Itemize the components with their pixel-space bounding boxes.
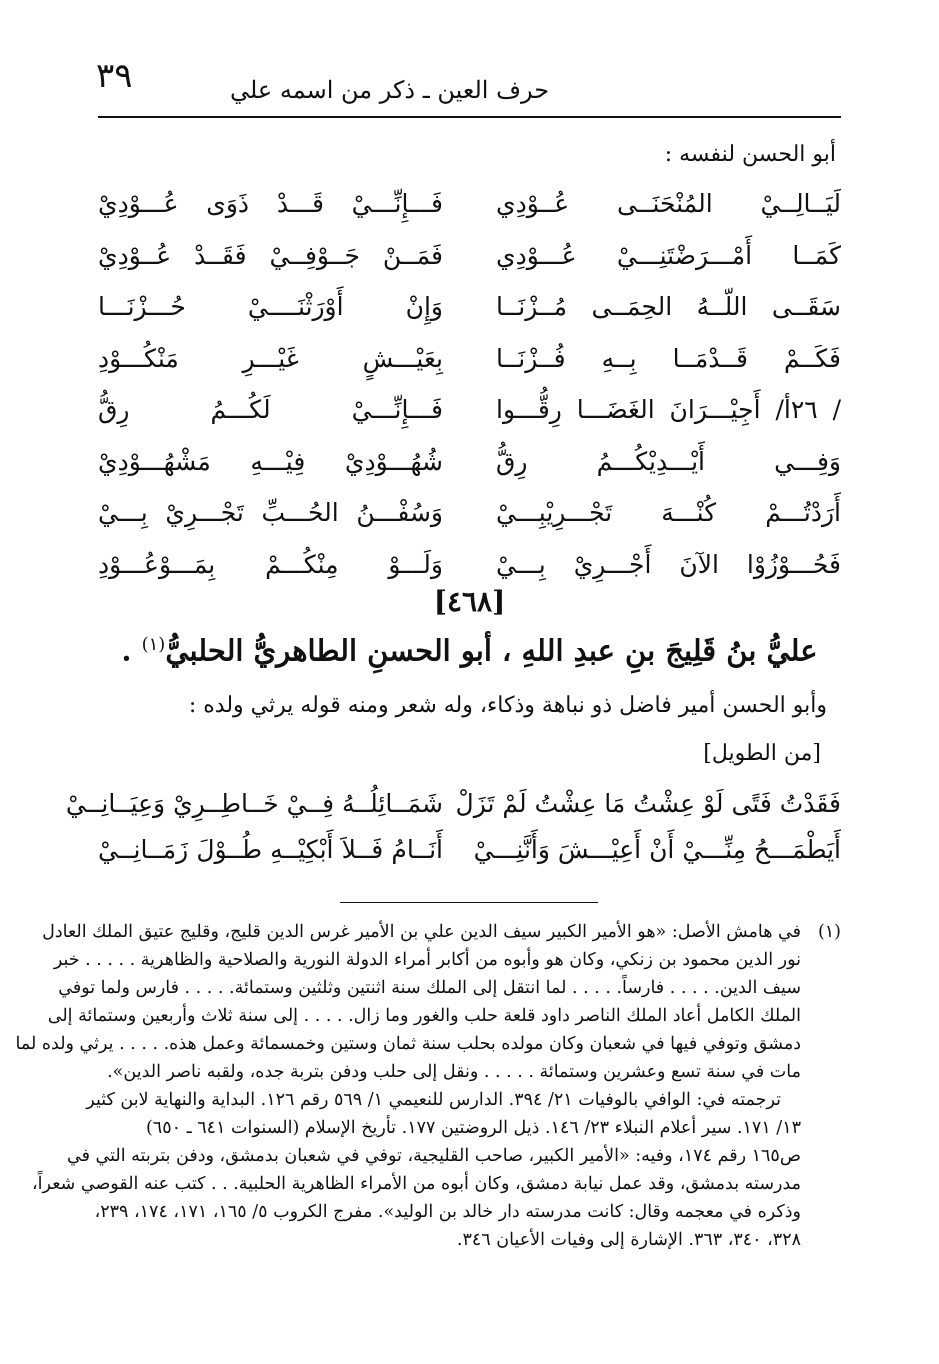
hemistich-first: لَيَــالِــيْ المُنْحَنَــى عُــوْدِي	[496, 189, 841, 219]
hemistich-second: وَلَـــوْ مِنْكُـــمْ بِمَـــوْعُـــوْدِ	[98, 549, 443, 579]
footnote-marker: (١)	[817, 922, 841, 942]
verse-line	[98, 333, 841, 385]
hemistich-first: فَقَدْتُ فَتًى لَوْ عِشْتُ مَا عِشْتُ لَمْ تَزَلْ	[455, 788, 841, 818]
footnote-line: سيف الدين. . . . . فارساً. . . . . لما انتقل إلى الملك سنة اثنتين وثلثين وستمائة. . . . . فارس ولما توفي	[58, 978, 801, 998]
running-head: حرف العين ـ ذكر من اسمه علي	[229, 76, 550, 104]
hemistich-first: وَفِـــي أَيْـــدِيْكُـــمُ رِقُّ	[496, 446, 841, 476]
hemistich-second: فَمَــنْ جَــوْفِــيْ فَقَــدْ عُــوْدِيْ	[98, 240, 443, 270]
hemistich-second: فَـــإِنِّـــيْ قَـــدْ ذَوَى عُـــوْدِيْ	[98, 189, 443, 219]
footnote-line: دمشق وتوفي فيها في شعبان وكان مولده بحلب سنة ثمان وستين وخمسمائة وعمل هذه. . . . . يرثي ولده لما	[15, 1034, 801, 1054]
verse-line	[98, 230, 841, 282]
hemistich-second: وَإِنْ أَوْرَثْنَــــيْ حُـــزْنَـــا	[98, 292, 443, 322]
hemistich-first: سَقَــى اللّــهُ الحِمَــى مُــزْنَــا	[496, 292, 841, 322]
verse-line	[98, 178, 841, 230]
footnote-body	[16, 918, 801, 1086]
poem-intro: أبو الحسن لنفسه :	[664, 142, 836, 167]
footnote-body	[32, 1086, 801, 1254]
hemistich-second: شُهُـــوْدِيْ فِيْـــهِ مَشْهُـــوْدِيْ	[98, 446, 443, 476]
footnote-line: الملك الكامل أعاد الملك الناصر داود قلعة حلب والغور وما زال. . . . . إلى سنة ثلاث وأربعين وستمائة إلى	[47, 1006, 801, 1026]
page-number: ٣٩	[96, 56, 133, 96]
entry-title	[0, 620, 939, 676]
footnote-sources	[32, 1086, 841, 1254]
footnote-line: مدرسته بدمشق، وقد عمل نيابة دمشق، وكان أبوه من الأمراء الظاهرية الحلبية. . . كتب عنه القوصي شعراً،	[32, 1174, 801, 1194]
footnote-line: ترجمته في: الوافي بالوفيات ٢١/ ٣٩٤. الدارس للنعيمي ١/ ٥٦٩ رقم ١٢٦. البداية والنهاية لابن كثير	[86, 1090, 781, 1110]
verse-line	[98, 826, 841, 872]
hemistich-first: أَيَطْمَـــحُ مِنِّـــيْ أَنْ أَعِيْـــشَ وَأَنَّنِـــيْ	[473, 834, 841, 864]
verse-line	[98, 281, 841, 333]
footnote	[15, 918, 841, 1086]
entry-description: وأبو الحسن أمير فاضل ذو نباهة وذكاء، وله شعر ومنه قوله يرثي ولده :	[188, 693, 827, 718]
footnote-separator	[340, 902, 598, 903]
footnote-line: وذكره في معجمه وقال: كانت مدرسته دار خالد بن الوليد». مفرج الكروب ٥/ ١٦٥، ١٧١، ١٧٤، ٢٣٩،	[94, 1202, 801, 1222]
entry-title-text: عليُّ بنُ قَلِيجَ بنِ عبدِ اللهِ ، أبو الحسنِ الطاهريُّ الحلبيُّ	[165, 633, 818, 668]
hemistich-first: فَكَــمْ قَــدْمَــا بِــهِ فُــزْنَــا	[496, 343, 841, 373]
verse-line	[65, 780, 841, 826]
poem-first	[98, 178, 841, 590]
footnotes	[15, 918, 841, 1254]
entry-title-end: .	[121, 633, 142, 668]
footnote-line: ص١٦٥ رقم ١٧٤، وفيه: «الأمير الكبير، صاحب القليجية، توفي في شعبان بدمشق، ودفن بتربته التي في	[67, 1146, 801, 1166]
footnote-line: مات في سنة تسع وعشرين وستمائة . . . . . ونقل إلى حلب ودفن بتربة جده، ولقبه ناصر الدين».	[107, 1062, 801, 1082]
hemistich-first: / ٢٦أ/ أَجِيْـــرَانَ الغَضَـــا رِقُّـــوا	[496, 395, 841, 425]
hemistich-first: أَرَدْتُـــمْ كُنْـــهَ تَجْـــرِيْبِـــيْ	[496, 498, 841, 528]
footnote-marker	[801, 1086, 841, 1254]
entry-number: [٤٦٨]	[433, 585, 506, 618]
footnote-line: نور الدين محمود بن زنكي، وكان هو وأبوه من أكابر أمراء الدولة النورية والصلاحية والظاهرية . . . . . خبر	[53, 950, 801, 970]
hemistich-second: بِعَيْـــشٍ غَيْـــرِ مَنْكُـــوْدِ	[98, 343, 443, 373]
poem-meter: [من الطويل]	[703, 741, 821, 766]
footnote-line: في هامش الأصل: «هو الأمير الكبير سيف الدين علي بن الأمير غرس الدين قليج، وقليج عتيق الملك العادل	[42, 922, 801, 942]
header-rule	[98, 116, 841, 118]
verse-line	[98, 436, 841, 488]
verse-line	[98, 487, 841, 539]
footnote-reference: (١)	[141, 634, 166, 655]
footnote-line: ٣٢٨، ٣٤٠، ٣٦٣. الإشارة إلى وفيات الأعيان ٣٤٦.	[456, 1230, 801, 1250]
hemistich-first: فَحُـــوْزُوْا الآنَ أَجْـــرِيْ بِـــيْ	[496, 549, 841, 579]
hemistich-second: أَنَــامُ فَــلاَ أَبْكِيْــهِ طُــوْلَ زَمَــانِــيْ	[98, 834, 443, 864]
verse-line	[98, 384, 841, 436]
hemistich-first: كَمَــا أَمْـــرَضْتَنِـــيْ عُـــوْدِي	[496, 240, 841, 270]
hemistich-second: فَـــإِنِّـــيْ لَكُـــمُ رِقُّ	[98, 395, 443, 425]
footnote-line: ١٣/ ١٧١. سير أعلام النبلاء ٢٣/ ١٤٦. ذيل الروضتين ١٧٧. تأريخ الإسلام (السنوات ٦٤١ ـ ٦٥٠)	[145, 1118, 801, 1138]
poem-second	[65, 780, 841, 872]
hemistich-second: شَمَــائِلُــهُ فِــيْ خَــاطِــرِيْ وَعِيَــانِــيْ	[65, 788, 443, 818]
hemistich-second: وَسُفْـــنُ الحُـــبِّ تَجْـــرِيْ بِـــيْ	[98, 498, 443, 528]
